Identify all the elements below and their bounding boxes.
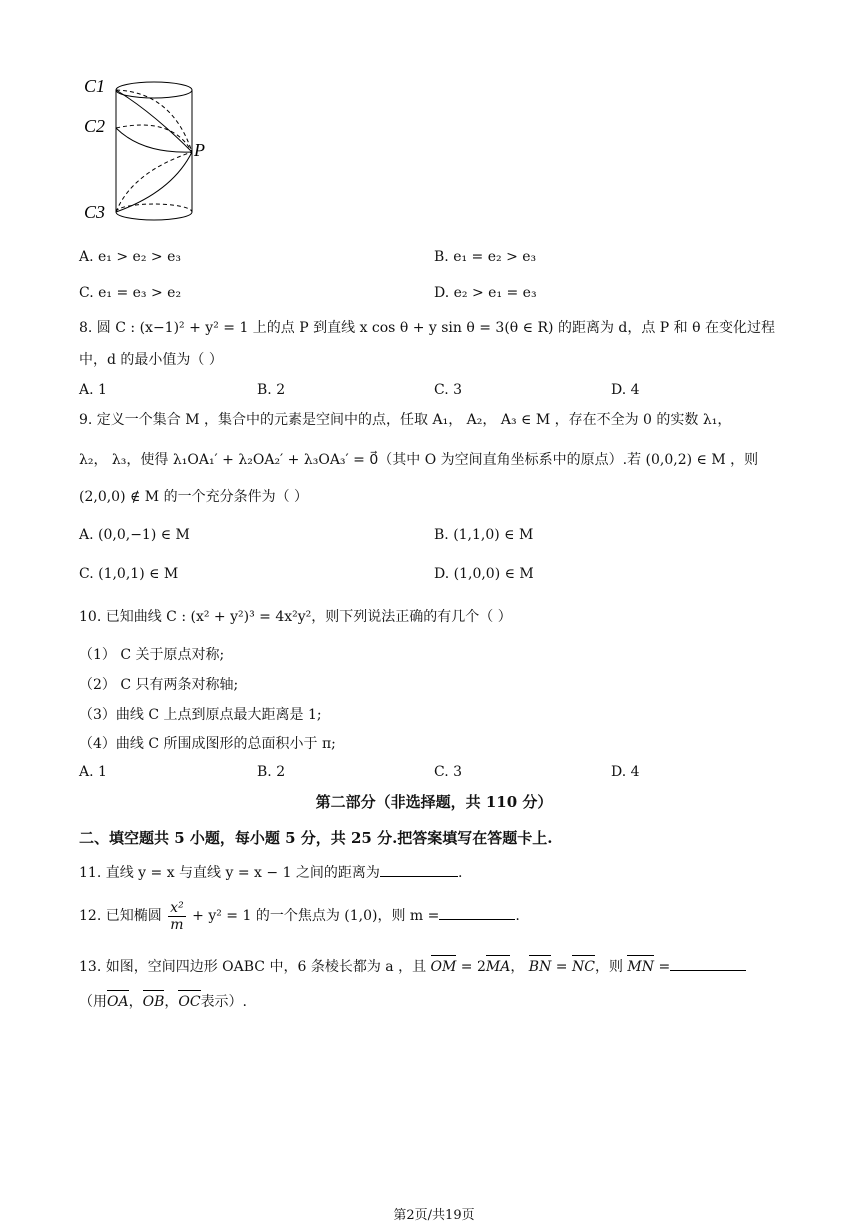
- q10-statement-3: （3）曲线 C 上点到原点最大距离是 1;: [79, 707, 322, 723]
- q13-sep1: ，: [128, 994, 143, 1010]
- q13-vec-nc: NC: [571, 959, 595, 975]
- q10-choice-a: A. 1: [79, 764, 107, 780]
- q13-line2-pre: （用: [79, 994, 107, 1010]
- q11-blank: [380, 862, 458, 877]
- q12-blank: [439, 905, 515, 920]
- q12-frac-num: x²: [170, 899, 184, 916]
- q13-comma1: ，: [510, 959, 525, 975]
- q13-line1: [79, 956, 746, 977]
- section2-title: 二、填空题共 5 小题，每小题 5 分，共 25 分.把答案填写在答题卡上.: [79, 829, 553, 847]
- q13-eq3: =: [658, 959, 671, 975]
- label-c3: C3: [84, 202, 106, 222]
- q13-line2: [79, 992, 247, 1012]
- q7-choice-a: A. e₁ > e₂ > e₃: [79, 249, 181, 265]
- q9-line1: 9. 定义一个集合 M ，集合中的元素是空间中的点，任取 A₁， A₂， A₃ ∈ M ，存在不全为 0 的实数 λ₁，: [79, 412, 732, 428]
- q8-line1: 8. 圆 C : (x−1)² + y² = 1 上的点 P 到直线 x cos θ + y sin θ = 3(θ ∈ R) 的距离为 d，点 P 和 θ 在变化过程: [79, 320, 775, 336]
- q8-choice-a: A. 1: [79, 382, 107, 398]
- q10-line1: 10. 已知曲线 C : (x² + y²)³ = 4x²y²，则下列说法正确的有几个（ ）: [79, 609, 512, 625]
- q13-vec-om: OM: [430, 959, 457, 975]
- q10-statement-1: （1） C 关于原点对称;: [79, 647, 225, 663]
- page-footer: 第2页/共19页: [393, 1208, 475, 1223]
- q8-line2: 中，d 的最小值为（ ）: [79, 352, 223, 368]
- q13-vec-oc: OC: [178, 994, 201, 1010]
- part2-title: 第二部分（非选择题，共 110 分）: [315, 793, 553, 811]
- q10-choice-c: C. 3: [434, 764, 463, 780]
- q13-sep2: ，: [164, 994, 179, 1010]
- q9-choice-c: C. (1,0,1) ∈ M: [79, 566, 179, 582]
- q12-end: .: [515, 908, 520, 924]
- q13-vec-oa: OA: [107, 994, 129, 1010]
- q13-eq1: = 2: [460, 959, 486, 975]
- q7-choice-b: B. e₁ = e₂ > e₃: [434, 249, 537, 265]
- q11-text: 11. 直线 y = x 与直线 y = x − 1 之间的距离为: [79, 865, 380, 881]
- q13-vec-ob: OB: [142, 994, 165, 1010]
- q8-choice-c: C. 3: [434, 382, 463, 398]
- q10-choice-b: B. 2: [257, 764, 286, 780]
- q8-choice-b: B. 2: [257, 382, 286, 398]
- q13-pre: 13. 如图，空间四边形 OABC 中，6 条棱长都为 a ，且: [79, 959, 427, 975]
- q9-line3: (2,0,0) ∉ M 的一个充分条件为（ ）: [79, 489, 309, 505]
- q13-vec-mn: MN: [627, 959, 654, 975]
- q10-statement-2: （2） C 只有两条对称轴;: [79, 677, 239, 693]
- q8-choice-d: D. 4: [611, 382, 640, 398]
- label-p: P: [194, 140, 205, 160]
- q9-choice-b: B. (1,1,0) ∈ M: [434, 527, 534, 543]
- q12: [79, 896, 520, 936]
- q12-frac-den: m: [170, 916, 184, 933]
- q10-choice-d: D. 4: [611, 764, 640, 780]
- q13-eq2: =: [555, 959, 568, 975]
- label-c2: C2: [84, 116, 106, 136]
- q11-end: .: [457, 865, 463, 881]
- q12-fraction: [168, 900, 186, 933]
- q7-choice-c: C. e₁ = e₃ > e₂: [79, 285, 182, 301]
- q12-pre: 12. 已知椭圆: [79, 908, 162, 924]
- q13-comma2: ，则: [594, 959, 623, 975]
- q13-blank: [670, 956, 746, 971]
- q7-choice-d: D. e₂ > e₁ = e₃: [434, 285, 537, 301]
- q9-choice-a: A. (0,0,−1) ∈ M: [79, 527, 190, 543]
- q11: [79, 862, 462, 883]
- q13-line2-post: 表示）.: [200, 994, 248, 1010]
- label-c1: C1: [84, 76, 106, 96]
- q13-vec-bn: BN: [528, 959, 552, 975]
- q13-vec-ma: MA: [485, 959, 511, 975]
- cylinder-figure: [82, 72, 222, 232]
- q12-post: + y² = 1 的一个焦点为 (1,0)，则 m =: [192, 908, 440, 924]
- q10-statement-4: （4）曲线 C 所围成图形的总面积小于 π;: [79, 736, 336, 752]
- q9-line2: λ₂， λ₃，使得 λ₁OA₁′ + λ₂OA₂′ + λ₃OA₃′ = 0⃗（其中 O 为空间直角坐标系中的原点）.若 (0,0,2) ∈ M ，则: [79, 452, 759, 468]
- q9-choice-d: D. (1,0,0) ∈ M: [434, 566, 534, 582]
